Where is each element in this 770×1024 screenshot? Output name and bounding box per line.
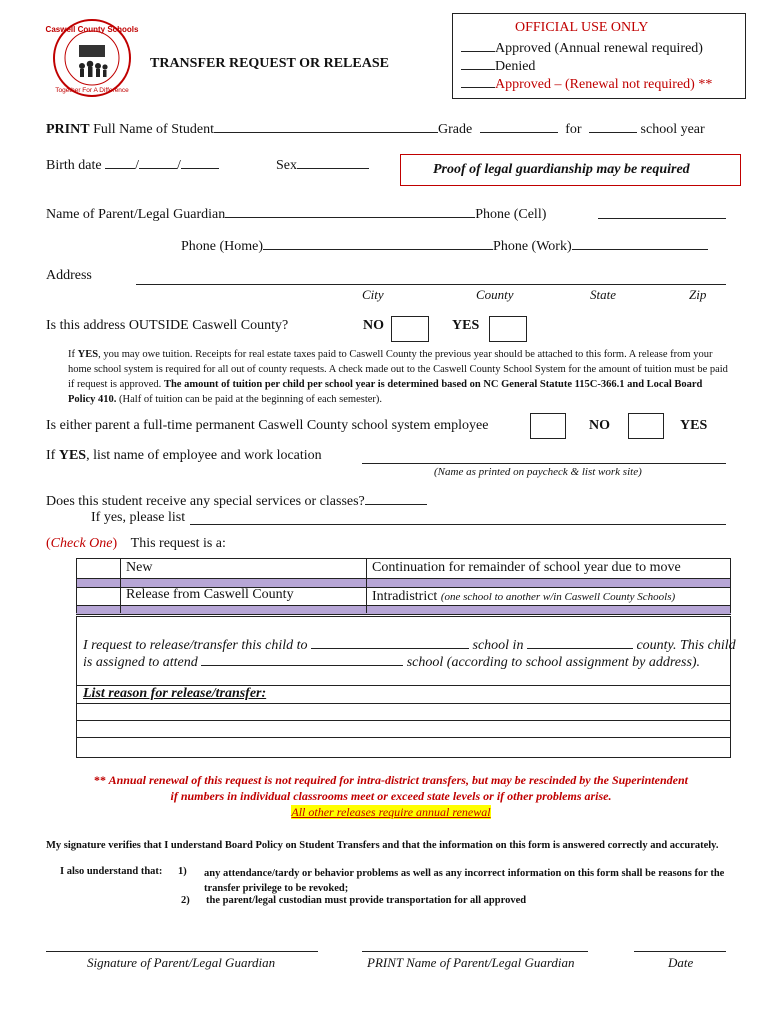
- denied-blank[interactable]: [461, 56, 495, 70]
- tuition-body: , you may owe tuition. Receipts for real estate taxes paid to Caswell County the previous year should be attached to this form. A release from your home school system is required for all out of county requests. A check made out to the Caswell County School System for the amount of tuition must be paid if request is approved.: [68, 349, 728, 390]
- for-label: for: [565, 122, 582, 137]
- employee-question: Is either parent a full-time permanent Caswell County school system employee: [46, 418, 489, 433]
- tuition-yes: YES: [77, 349, 99, 360]
- statement-a: I request to release/transfer this child to: [83, 638, 311, 653]
- birth-day-field[interactable]: [139, 155, 177, 169]
- tuition-paragraph: [68, 347, 730, 407]
- print-name-field[interactable]: [362, 951, 588, 952]
- signature-field[interactable]: [46, 951, 318, 952]
- sex-field[interactable]: [297, 155, 369, 169]
- employee-if: If: [46, 448, 59, 463]
- option-intradistrict-note: (one school to another w/in Caswell County Schools): [440, 591, 676, 603]
- logo-seal-icon: [45, 18, 139, 98]
- approved-no-renewal-blank[interactable]: [461, 74, 495, 88]
- statement-c: county. This child: [632, 638, 736, 653]
- outside-no-checkbox[interactable]: [391, 316, 429, 342]
- address-field[interactable]: [136, 284, 726, 285]
- services-answer-field[interactable]: [365, 491, 427, 505]
- proof-note-box: [400, 154, 741, 186]
- phone-home-label: Phone (Home): [181, 239, 264, 254]
- outside-yes-label: YES: [452, 318, 480, 333]
- form-title: TRANSFER REQUEST OR RELEASE: [150, 56, 389, 71]
- services-question: Does this student receive any special services or classes?: [46, 494, 365, 509]
- tuition-half: (Half of tuition can be paid at the beginning of each semester).: [116, 394, 383, 405]
- transfer-county-field[interactable]: [527, 635, 633, 649]
- approved-annual-label: Approved (Annual renewal required): [495, 41, 703, 56]
- phone-work-label: Phone (Work): [493, 239, 572, 254]
- request-is-label: This request is a:: [130, 536, 226, 551]
- date-field[interactable]: [634, 951, 726, 952]
- employee-if-rest: , list name of employee and work location: [86, 448, 322, 463]
- check-one-open: (: [46, 536, 51, 551]
- svg-text:Caswell County Schools: Caswell County Schools: [45, 25, 139, 34]
- renewal-text-1: Annual renewal of this request is not required for intra-district transfers, but may be rescinded by the Superintendent: [108, 773, 688, 787]
- item-2-number: 2): [181, 895, 190, 906]
- grade-field[interactable]: [480, 119, 558, 133]
- student-name-label: Full Name of Student: [89, 122, 214, 137]
- tuition-statute: The amount of tuition per child per school year is determined based on NC General Statute 115C-366.1 and Local Board Policy 410.: [68, 379, 703, 405]
- birth-date-label: Birth date: [46, 158, 102, 173]
- outside-yes-checkbox[interactable]: [489, 316, 527, 342]
- tuition-if: If: [68, 349, 78, 360]
- date-label: Date: [668, 955, 694, 970]
- renewal-line-3: All other releases require annual renewal: [291, 805, 491, 819]
- phone-home-field[interactable]: [263, 236, 493, 250]
- employee-if-yes: YES: [58, 448, 87, 463]
- approved-no-renewal-label: Approved – (Renewal not required) **: [495, 77, 713, 92]
- intra-checkbox[interactable]: [77, 587, 119, 605]
- employee-no-checkbox[interactable]: [530, 413, 566, 439]
- reason-line-2[interactable]: [77, 720, 730, 738]
- signature-label: Signature of Parent/Legal Guardian: [87, 955, 276, 970]
- phone-cell-label: Phone (Cell): [475, 207, 547, 222]
- renewal-line-1: [46, 772, 736, 788]
- renewal-stars: **: [94, 773, 107, 787]
- check-one-close: ): [112, 536, 118, 551]
- employee-location-field[interactable]: [362, 463, 726, 464]
- print-label: PRINT: [46, 122, 90, 137]
- birth-year-field[interactable]: [181, 155, 219, 169]
- reason-label: List reason for release/transfer:: [83, 686, 267, 701]
- grade-label: Grade: [438, 122, 473, 137]
- reason-line-3[interactable]: [77, 737, 730, 758]
- svg-text:Together For A Difference: Together For A Difference: [55, 87, 129, 94]
- transfer-statement-box: [76, 616, 736, 758]
- official-use-heading: OFFICIAL USE ONLY: [515, 20, 649, 35]
- address-county-label: County: [476, 287, 514, 302]
- option-continuation: Continuation for remainder of school year due to move: [372, 560, 681, 575]
- check-one-label: Check One: [50, 536, 113, 551]
- employee-no-label: NO: [589, 418, 610, 433]
- address-state-label: State: [590, 287, 616, 302]
- services-list-label: If yes, please list: [91, 510, 186, 525]
- option-intradistrict: Intradistrict: [372, 589, 441, 604]
- sex-label: Sex: [276, 158, 297, 173]
- school-year-field[interactable]: [589, 119, 637, 133]
- request-type-table: [76, 558, 731, 604]
- option-release: Release from Caswell County: [126, 587, 294, 602]
- school-logo: [45, 18, 139, 98]
- outside-no-label: NO: [363, 318, 384, 333]
- print-name-label: PRINT Name of Parent/Legal Guardian: [367, 955, 575, 970]
- parent-name-label: Name of Parent/Legal Guardian: [46, 207, 226, 222]
- new-checkbox[interactable]: [77, 559, 119, 578]
- understand-label: I also understand that:: [60, 866, 163, 877]
- address-zip-label: Zip: [689, 287, 707, 302]
- assigned-school-field[interactable]: [201, 652, 403, 666]
- item-1-text: any attendance/tardy or behavior problems as well as any incorrect information on this form shall be reasons for the transfer privilege to be revoked;: [204, 868, 725, 894]
- phone-cell-field[interactable]: [598, 218, 726, 219]
- approved-annual-blank[interactable]: [461, 38, 495, 52]
- statement-b: school in: [469, 638, 527, 653]
- school-year-label: school year: [640, 122, 705, 137]
- item-1-number: 1): [178, 866, 187, 877]
- reason-line-1[interactable]: [77, 703, 730, 721]
- renewal-line-2: if numbers in individual classrooms meet or exceed state levels or if other problems arise.: [170, 789, 612, 803]
- student-name-field[interactable]: [214, 119, 438, 133]
- statement-e: school (according to school assignment by address).: [403, 655, 701, 670]
- phone-work-field[interactable]: [572, 236, 708, 250]
- official-use-box: [452, 13, 746, 99]
- employee-yes-label: YES: [680, 418, 708, 433]
- employee-note: (Name as printed on paycheck & list work site): [434, 466, 642, 478]
- proof-note: Proof of legal guardianship may be required: [433, 162, 690, 177]
- parent-name-field[interactable]: [225, 204, 475, 218]
- outside-county-question: Is this address OUTSIDE Caswell County?: [46, 318, 289, 333]
- birth-month-field[interactable]: [105, 155, 135, 169]
- item-2-text: the parent/legal custodian must provide transportation for all approved: [206, 895, 527, 906]
- services-list-field[interactable]: [190, 524, 726, 525]
- address-label: Address: [46, 268, 92, 283]
- denied-label: Denied: [495, 59, 536, 74]
- transfer-to-school-field[interactable]: [311, 635, 469, 649]
- statement-d: is assigned to attend: [83, 655, 202, 670]
- address-city-label: City: [362, 287, 384, 302]
- employee-yes-checkbox[interactable]: [628, 413, 664, 439]
- verify-statement: My signature verifies that I understand Board Policy on Student Transfers and that the information on this form is answered correctly and accurately.: [46, 840, 719, 851]
- option-new: New: [126, 560, 153, 575]
